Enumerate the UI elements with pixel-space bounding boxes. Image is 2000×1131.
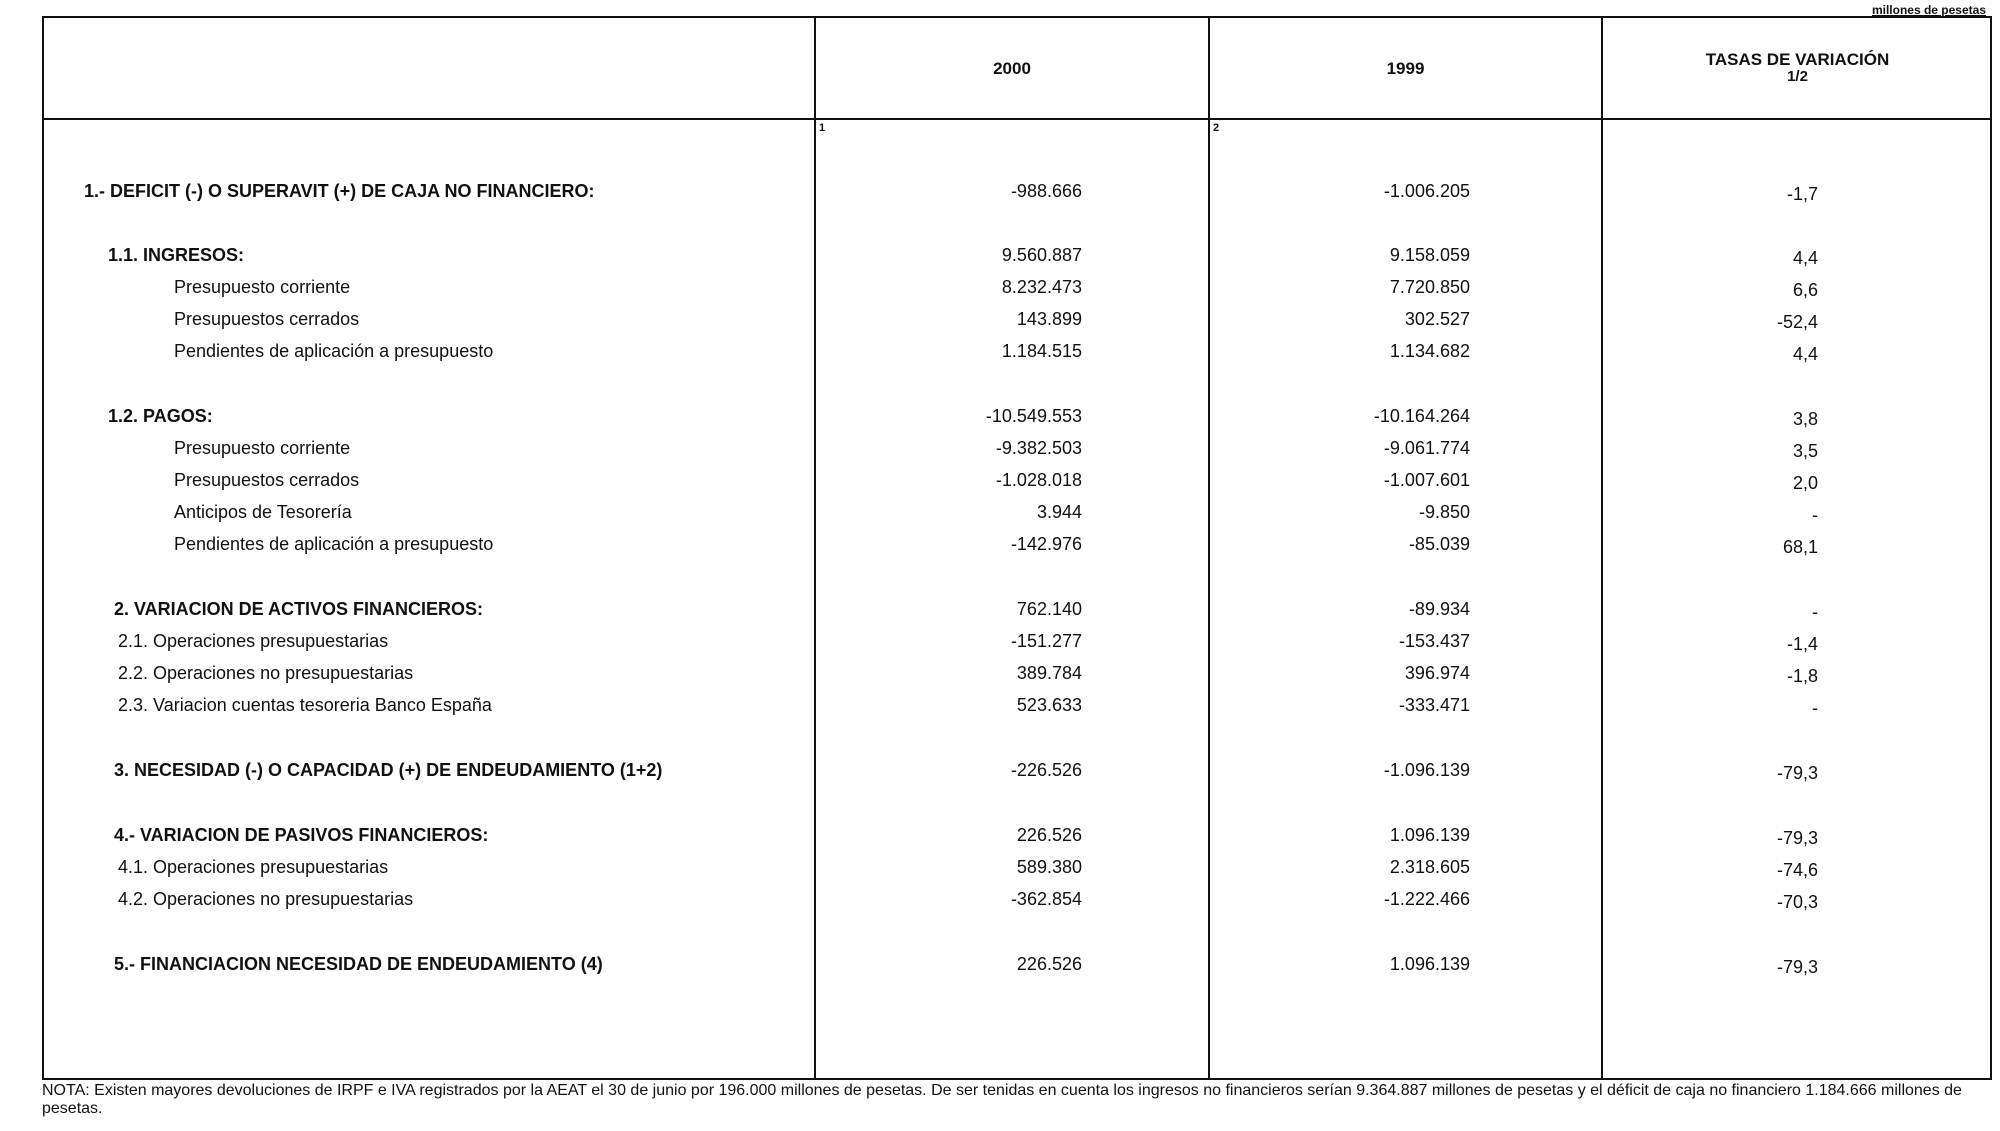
variation-rate: 3,8	[1792, 409, 1818, 429]
variation-rate: -74,6	[1776, 860, 1818, 880]
value-2000: -362.854	[1010, 889, 1082, 909]
variation-rate: -70,3	[1776, 892, 1818, 912]
table-row	[44, 529, 1990, 559]
value-2000: 1.184.515	[1001, 341, 1082, 361]
row-label: Pendientes de aplicación a presupuesto	[174, 341, 494, 361]
table-row	[44, 658, 1990, 688]
table-row	[44, 272, 1990, 302]
column-header-rates-sub: 1/2	[1787, 68, 1808, 85]
value-2000: 143.899	[1016, 309, 1082, 329]
row-label: 2.2. Operaciones no presupuestarias	[118, 663, 414, 683]
variation-rate: 4,4	[1792, 344, 1818, 364]
variation-rate: -79,3	[1776, 763, 1818, 783]
value-2000: -142.976	[1010, 534, 1082, 554]
column-marker-2000: 1	[819, 122, 826, 134]
variation-rate: -1,4	[1786, 634, 1818, 654]
variation-rate: -79,3	[1776, 828, 1818, 848]
value-1999: 7.720.850	[1389, 277, 1470, 297]
row-label: 1.2. PAGOS:	[108, 406, 213, 426]
variation-rate: -52,4	[1776, 312, 1818, 332]
variation-rate: 4,4	[1792, 248, 1818, 268]
footnote: NOTA: Existen mayores devoluciones de IRPF e IVA registrados por la AEAT el 30 de junio por 196.000 millones de pesetas. De ser tenidas en cuenta los ingresos no financieros serían 9.364.887 millones de pesetas y el déficit de caja no financiero 1.184.666 millones de pesetas.	[42, 1082, 1962, 1117]
row-label: 4.- VARIACION DE PASIVOS FINANCIEROS:	[114, 825, 489, 845]
table-row	[44, 401, 1990, 431]
row-label: 1.1. INGRESOS:	[108, 245, 245, 265]
row-label: Presupuestos cerrados	[174, 309, 360, 329]
value-1999: 1.096.139	[1389, 954, 1470, 974]
value-1999: 9.158.059	[1389, 245, 1470, 265]
row-label: 4.2. Operaciones no presupuestarias	[118, 889, 414, 909]
value-1999: -1.096.139	[1383, 760, 1470, 780]
row-label: Pendientes de aplicación a presupuesto	[174, 534, 494, 554]
column-header-2000	[816, 18, 1208, 118]
table-row	[44, 755, 1990, 785]
value-1999: -1.222.466	[1383, 889, 1470, 909]
value-2000: -9.382.503	[995, 438, 1082, 458]
cash-deficit-table	[42, 16, 1992, 1080]
value-1999: -9.850	[1418, 502, 1470, 522]
value-1999: 396.974	[1404, 663, 1470, 683]
table-row	[44, 497, 1990, 527]
value-2000: -988.666	[1010, 181, 1082, 201]
table-row	[44, 852, 1990, 882]
variation-rate: -	[1812, 698, 1818, 718]
row-label: Presupuesto corriente	[174, 277, 351, 297]
value-2000: 523.633	[1016, 695, 1082, 715]
value-1999: -153.437	[1398, 631, 1470, 651]
variation-rate: -1,8	[1786, 666, 1818, 686]
row-label: 4.1. Operaciones presupuestarias	[118, 857, 389, 877]
column-header-2000-label: 2000	[993, 58, 1031, 78]
table-row	[44, 949, 1990, 979]
column-marker-1999: 2	[1213, 122, 1220, 134]
variation-rate: 2,0	[1792, 473, 1818, 493]
value-1999: 1.096.139	[1389, 825, 1470, 845]
value-2000: 226.526	[1016, 954, 1082, 974]
value-2000: 762.140	[1016, 599, 1082, 619]
units-label: millones de pesetas	[1871, 3, 1986, 17]
row-label: 3. NECESIDAD (-) O CAPACIDAD (+) DE ENDEUDAMIENTO (1+2)	[114, 760, 663, 780]
value-2000: 3.944	[1036, 502, 1082, 522]
variation-rate: -1,7	[1786, 184, 1818, 204]
row-label: 2. VARIACION DE ACTIVOS FINANCIEROS:	[114, 599, 484, 619]
table-row	[44, 336, 1990, 366]
value-1999: -9.061.774	[1383, 438, 1470, 458]
column-header-1999-label: 1999	[1386, 58, 1425, 78]
value-1999: -1.007.601	[1383, 470, 1470, 490]
value-2000: 389.784	[1016, 663, 1082, 683]
value-1999: -10.164.264	[1373, 406, 1470, 426]
table-row	[44, 690, 1990, 720]
value-2000: -226.526	[1010, 760, 1082, 780]
value-1999: 302.527	[1404, 309, 1470, 329]
variation-rate: -	[1812, 505, 1818, 525]
value-1999: -85.039	[1408, 534, 1470, 554]
row-label: 5.- FINANCIACION NECESIDAD DE ENDEUDAMIENTO (4)	[114, 954, 603, 974]
value-2000: -151.277	[1010, 631, 1082, 651]
table-row	[44, 820, 1990, 850]
table-row	[44, 884, 1990, 914]
row-label: 2.1. Operaciones presupuestarias	[118, 631, 389, 651]
variation-rate: 68,1	[1782, 537, 1818, 557]
value-2000: -1.028.018	[995, 470, 1082, 490]
value-1999: -89.934	[1408, 599, 1470, 619]
variation-rate: 6,6	[1792, 280, 1818, 300]
value-2000: 8.232.473	[1001, 277, 1082, 297]
value-1999: -1.006.205	[1383, 181, 1470, 201]
row-label: 2.3. Variacion cuentas tesoreria Banco España	[118, 695, 492, 715]
table-row	[44, 304, 1990, 334]
value-1999: 1.134.682	[1389, 341, 1470, 361]
value-1999: 2.318.605	[1389, 857, 1470, 877]
table-row	[44, 626, 1990, 656]
row-label: Anticipos de Tesorería	[174, 502, 352, 522]
column-header-rates-label: TASAS DE VARIACIÓN	[1705, 50, 1890, 69]
table-row	[44, 240, 1990, 270]
value-2000: 9.560.887	[1001, 245, 1082, 265]
value-1999: -333.471	[1398, 695, 1470, 715]
table-row	[44, 594, 1990, 624]
row-label: 1.- DEFICIT (-) O SUPERAVIT (+) DE CAJA NO FINANCIERO:	[84, 181, 595, 201]
variation-rate: -	[1812, 602, 1818, 622]
table-row	[44, 465, 1990, 495]
variation-rate: 3,5	[1792, 441, 1818, 461]
row-label: Presupuesto corriente	[174, 438, 351, 458]
value-2000: 226.526	[1016, 825, 1082, 845]
column-header-rates	[1603, 18, 1992, 118]
value-2000: 589.380	[1016, 857, 1082, 877]
row-label: Presupuestos cerrados	[174, 470, 360, 490]
variation-rate: -79,3	[1776, 957, 1818, 977]
table-row	[44, 176, 1990, 206]
value-2000: -10.549.553	[985, 406, 1082, 426]
column-header-1999	[1210, 18, 1601, 118]
table-row	[44, 433, 1990, 463]
